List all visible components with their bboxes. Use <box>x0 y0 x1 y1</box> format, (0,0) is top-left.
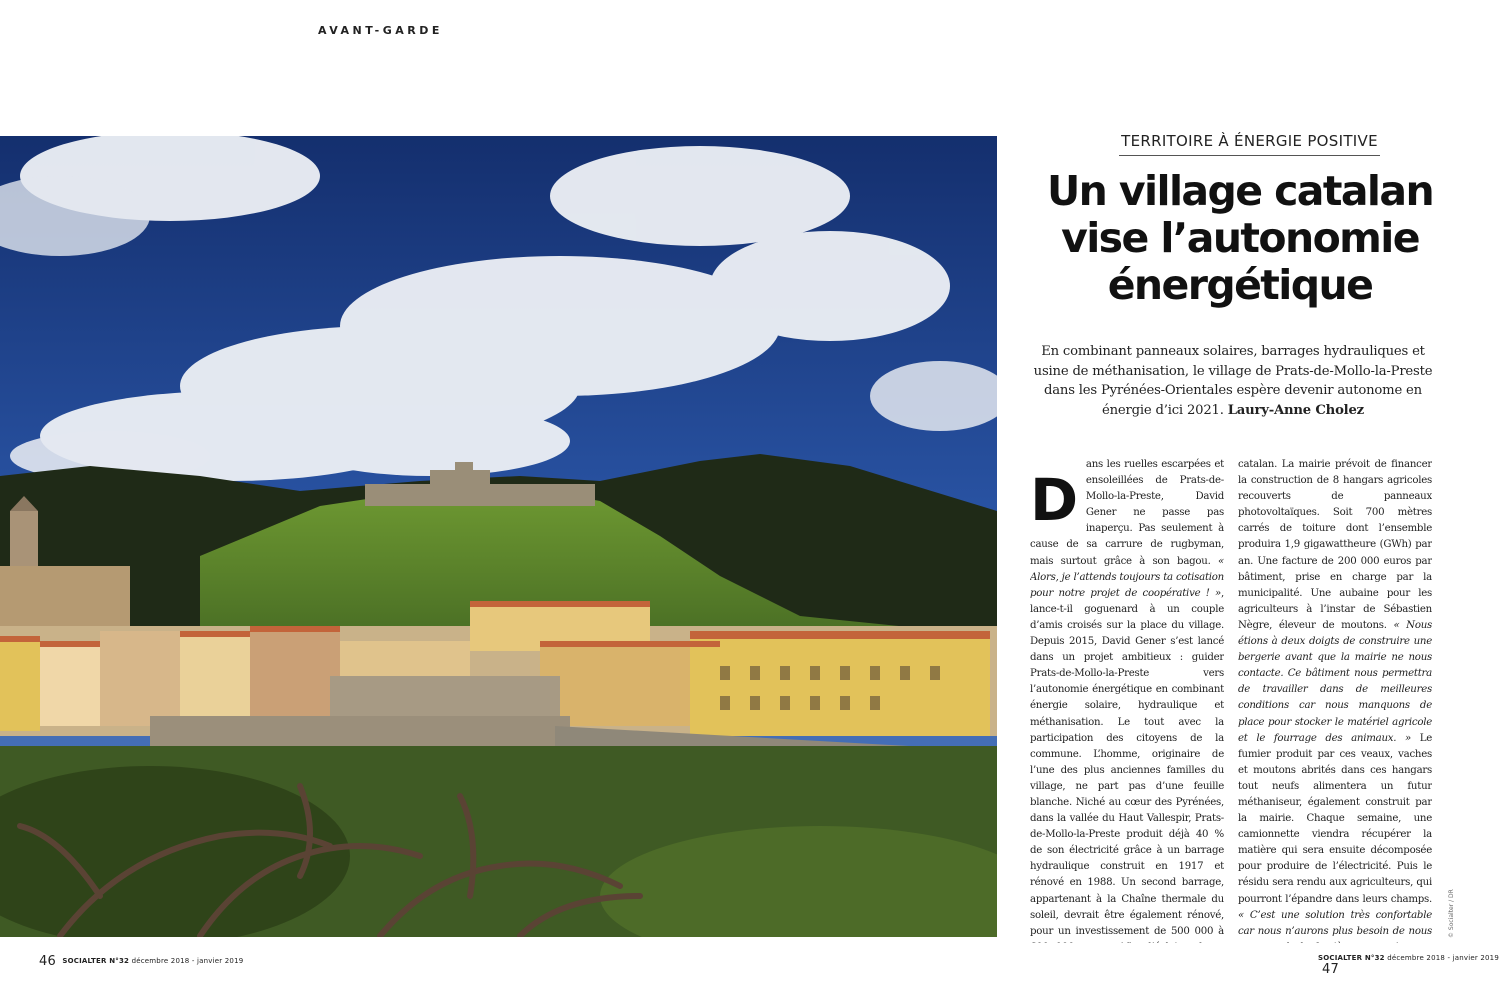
body-column-1 <box>1030 457 1224 943</box>
standfirst-text: En combinant panneaux solaires, barrages hydrauliques et usine de méthanisation, le village de Prats-de-Mollo-la-Preste dans les Pyrénées-Orientales espère devenir autonome en énergie d’ici 2021. <box>1033 344 1433 418</box>
left-issue-dates: décembre 2018 - janvier 2019 <box>131 957 244 965</box>
col1-quote-1: « Alors, je l’attends toujours ta cotisation pour notre projet de coopérative ! » <box>1030 555 1224 599</box>
right-folio <box>1318 954 1499 977</box>
headline-line-3: énergétique <box>1107 261 1373 309</box>
section-label: AVANT-GARDE <box>318 24 443 37</box>
article-headline <box>1020 168 1460 309</box>
col1-text-2: , lance-t-il goguenard à un couple d’amis croisés sur la place du village. Depuis 2015, David Gener s’est lancé dans un projet ambitieux : guider Prats-de-Mollo-la-Preste vers l’autonomie énergétique en combinant énergie solaire, hydraulique et méthanisation. Le tout avec la participation des citoyens de la commune. L’homme, originaire de l’une des plus anciennes familles du village, ne part pas d’une feuille blanche. Niché au cœur des Pyrénées, dans la vallée du Haut Vallespir, Prats-de-Mollo-la-Preste produit déjà 40 % de son électricité grâce à un barrage hydraulique construit en 1917 et rénové en 1988. Un second barrage, appartenant à la Chaîne thermale du soleil, devrait être également rénové, pour un investissement de 500 000 à <box>1030 587 1224 937</box>
right-issue-dates: décembre 2018 - janvier 2019 <box>1387 954 1499 962</box>
col2-text-1: catalan. La mairie prévoit de financer la construction de 8 hangars agricoles recouverts de panneaux photovoltaïques. Soit 700 mètres carrés de toiture dont l’ensemble produira 1,9 gigawattheure (GWh) par an. Une facture de 200 000 euros par bâtiment, prise en charge par la municipalité. Une aubaine pour les agriculteurs à l’instar de Sébastien Nègre, éleveur de moutons. <box>1238 459 1432 631</box>
col1-paragraph <box>1030 457 1224 943</box>
body-column-2 <box>1238 457 1432 943</box>
col2-quote-1: « Nous étions à deux doigts de construire une bergerie avant que la mairie ne nous contacte. Ce bâtiment nous permettra de travailler dans de meilleures conditions car nous manquons de place pour stocker le matériel agricole et le fourrage des animaux. » <box>1238 619 1432 744</box>
article-author: Laury-Anne Cholez <box>1227 402 1364 418</box>
article-standfirst <box>1030 342 1436 420</box>
headline-line-1: Un village catalan <box>1046 167 1434 215</box>
left-magazine-name: SOCIALTER N°32 <box>62 957 130 965</box>
drop-cap: D <box>1030 466 1078 534</box>
col2-text-2: Le fumier produit par ces veaux, vaches et moutons abrités dans ces hangars tout neufs alimentera un futur méthaniseur, également construit par la mairie. Chaque semaine, une camionnette viendra récupérer la matière qui sera ensuite décomposée pour produire de l’électricité. Puis le résidu sera rendu aux agriculteurs, qui pourront l’épandre dans leurs champs. <box>1238 732 1432 905</box>
right-page-number: 47 <box>1322 962 1339 977</box>
headline-line-2: vise l’autonomie <box>1061 214 1419 262</box>
col1-text-1: ans les ruelles escarpées et ensoleillées de Prats-de-Mollo-la-Preste, David Gener ne passe pas inaperçu. Pas seulement à cause de sa carrure de rugbyman, mais surtout grâce à son bagou. <box>1030 459 1224 567</box>
col2-quote-2: « C’est une solution très confortable car nous n’aurons plus besoin de nous <box>1238 909 1432 937</box>
col2-paragraph <box>1238 457 1432 943</box>
village-photo <box>0 136 997 937</box>
left-page-number: 46 <box>39 954 56 969</box>
left-folio <box>35 954 243 969</box>
right-magazine-name: SOCIALTER N°32 <box>1318 954 1385 962</box>
article-kicker: TERRITOIRE À ÉNERGIE POSITIVE <box>1119 132 1380 156</box>
photo-credit: © Socialter / DR <box>1448 889 1455 938</box>
